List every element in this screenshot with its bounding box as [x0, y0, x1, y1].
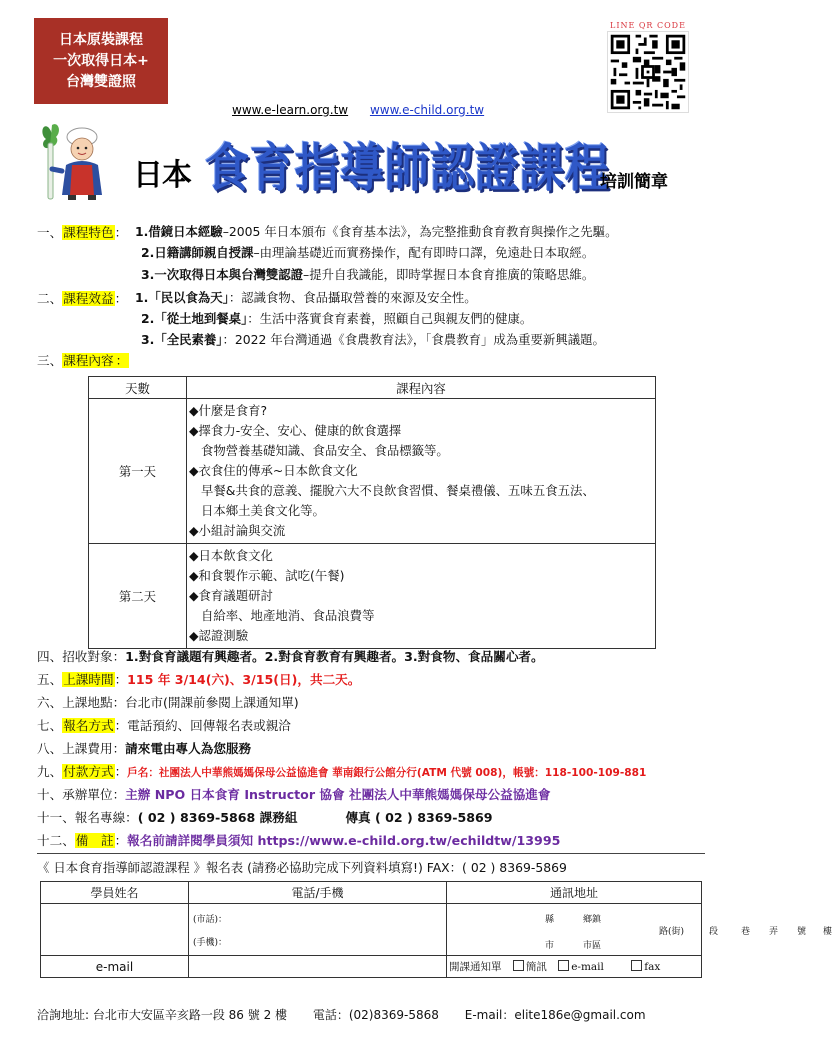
notify-fax-checkbox[interactable] — [631, 960, 642, 971]
info-organizer — [37, 784, 551, 803]
addr-floor: 樓 — [823, 927, 832, 937]
registration-form-table — [40, 881, 832, 978]
addr-lane: 巷 — [741, 927, 751, 937]
day-cell: 第一天 — [89, 399, 187, 544]
site-link-echild[interactable]: www.e-child.org.tw — [369, 103, 485, 117]
benefit-text: ：2022 年台灣通過《食農教育法》，「食農教育」成為重要新興議題。 — [222, 332, 605, 347]
promo-badge — [34, 18, 168, 104]
section-label: 課程內容 — [63, 353, 114, 368]
addr-township: 鄉鎮 — [583, 915, 602, 925]
info-number: 十一、 — [37, 810, 75, 825]
form-input-row — [41, 904, 702, 956]
content-line: ◆和食製作示範、試吃(午餐) — [189, 568, 345, 583]
section-label: 課程效益 — [63, 291, 114, 306]
footer-email: E-mail：elite186e@gmail.com — [464, 1008, 646, 1022]
day-cell: 第二天 — [89, 544, 187, 649]
info-text[interactable]: 報名前請詳閱學員須知 https://www.e-child.org.tw/echildtw/13995 — [127, 833, 561, 848]
feature-text: –提升自我識能，即時掌握日本食育推廣的策略思維。 — [303, 267, 595, 282]
qr-label: LINE QR CODE — [610, 21, 686, 30]
content-line: ◆日本飲食文化 — [189, 548, 273, 563]
benefit-text: ：生活中落實食育素養，照顧自己與親友們的健康。 — [247, 311, 533, 326]
info-colon: ： — [112, 741, 126, 756]
footer-address: 洽詢地址: 台北市大安區辛亥路一段 86 號 2 樓 — [37, 1008, 288, 1022]
badge-line: 一次取得日本+ — [53, 53, 149, 69]
info-colon: ： — [114, 833, 128, 848]
name-field[interactable] — [41, 904, 189, 956]
addr-section: 段 — [709, 927, 719, 937]
content-line: 日本鄉土美食文化等。 — [201, 503, 325, 518]
page-title: 食育指導師認證課程 — [205, 138, 610, 200]
info-target — [37, 646, 544, 665]
info-text: 電話預約、回傳報名表或親洽 — [127, 718, 291, 733]
info-fax: 傳真 ( 02 ) 8369-5869 — [345, 810, 493, 825]
table-row — [89, 399, 656, 544]
info-payment — [37, 761, 646, 780]
header-content: 課程內容 — [187, 377, 656, 399]
feature-text: –2005 年日本頒布《食育基本法》，為完整推動食育教育與操作之先驅。 — [222, 224, 618, 239]
info-location — [37, 692, 299, 711]
chef-mascot-icon — [38, 121, 116, 201]
info-number: 五、 — [37, 672, 63, 687]
info-label: 上課費用 — [62, 741, 113, 756]
phone-home-label: (市話)： — [193, 914, 228, 925]
addr-road: 路(街) — [659, 927, 685, 937]
info-label: 招收對象 — [62, 649, 113, 664]
table-header-row — [89, 377, 656, 399]
notify-email-checkbox[interactable] — [558, 960, 569, 971]
benefit-item — [141, 330, 605, 348]
notify-sms-checkbox[interactable] — [513, 960, 524, 971]
info-colon: ： — [112, 649, 126, 664]
info-label: 承辦單位 — [62, 787, 113, 802]
form-header-row — [41, 882, 702, 904]
content-line: ◆什麼是食育? — [189, 403, 268, 418]
benefit-text: ：認識食物、食品攝取營養的來源及安全性。 — [228, 290, 477, 305]
info-label: 報名專線 — [74, 810, 126, 825]
section-label: 課程特色 — [63, 225, 114, 240]
footer-phone: 電話：(02)8369-5868 — [312, 1008, 439, 1022]
email-field[interactable] — [189, 956, 447, 978]
info-hotline — [37, 807, 493, 826]
benefit-item — [141, 309, 532, 327]
info-fee — [37, 738, 251, 757]
feature-bold: 2.日籍講師親自授課 — [141, 245, 254, 260]
content-cell — [187, 544, 656, 649]
section-number: 二、 — [37, 291, 63, 306]
info-text: 戶名：社團法人中華熊媽媽保母公益協進會 華南銀行公館分行(ATM 代號 008)，帳號：118-100-109-881 — [127, 767, 647, 779]
notify-fax-label: fax — [644, 961, 661, 973]
section-benefits — [37, 288, 127, 307]
addr-number: 號 — [797, 927, 807, 937]
content-line: ◆擇食力-安全、安心、健康的飲食選擇 — [189, 423, 402, 438]
header-days: 天數 — [89, 377, 187, 399]
feature-bold: 3.一次取得日本與台灣雙認證 — [141, 267, 304, 282]
info-colon: ： — [112, 695, 126, 710]
info-number: 十、 — [37, 787, 63, 802]
section-colon: ： — [114, 291, 128, 306]
content-line: ◆認證測驗 — [189, 628, 249, 643]
info-label: 上課地點 — [62, 695, 113, 710]
benefit-bold: 1.「民以食為天」 — [135, 290, 229, 305]
badge-line: 日本原裝課程 — [59, 32, 143, 48]
feature-text: –由理論基礎近而實務操作，配有即時口譯，免遠赴日本取經。 — [253, 245, 595, 260]
info-text: ( 02 ) 8369-5868 課務組 — [137, 810, 298, 825]
info-notes — [37, 830, 560, 849]
info-text: 1.對食育議題有興趣者。2.對食育教育有興趣者。3.對食物、食品關心者。 — [125, 649, 544, 664]
info-label: 備 註 — [75, 833, 114, 848]
info-colon: ： — [114, 764, 128, 779]
section-content — [37, 350, 129, 369]
notify-label: 開課通知單 — [449, 961, 502, 973]
feature-item — [141, 265, 594, 283]
form-divider — [37, 853, 705, 854]
feature-item — [135, 222, 617, 240]
info-number: 四、 — [37, 649, 63, 664]
benefit-bold: 3.「全民素養」 — [141, 332, 223, 347]
info-colon: ： — [114, 718, 128, 733]
info-registration — [37, 715, 291, 734]
schedule-table — [88, 376, 656, 649]
form-email-row — [41, 956, 702, 978]
addr-county: 縣 — [545, 915, 555, 925]
notify-sms-label: 簡訊 — [525, 961, 547, 973]
info-time — [37, 669, 360, 688]
section-colon: ： — [114, 225, 128, 240]
website-links — [232, 103, 502, 117]
content-line: ◆小組討論與交流 — [189, 523, 286, 538]
info-number: 九、 — [37, 764, 63, 779]
email-label: e-mail — [41, 956, 189, 978]
title-prefix: 日本 — [133, 158, 191, 193]
content-line: 早餐&共食的意義、擺脫六大不良飲食習慣、餐桌禮儀、五味五食五法、 — [201, 483, 595, 498]
info-label: 上課時間 — [63, 672, 114, 687]
badge-line: 台灣雙證照 — [66, 74, 136, 90]
section-number: 一、 — [37, 225, 63, 240]
content-line: 自給率、地產地消、食品浪費等 — [201, 608, 375, 623]
form-header-name: 學員姓名 — [41, 882, 189, 904]
info-number: 十二、 — [37, 833, 75, 848]
phone-field[interactable] — [189, 904, 447, 956]
info-text: 台北市(開課前參閱上課通知單) — [125, 695, 299, 710]
form-header-phone: 電話/手機 — [189, 882, 447, 904]
table-row — [89, 544, 656, 649]
info-colon: ： — [125, 810, 138, 825]
feature-item — [141, 243, 594, 261]
feature-bold: 1.借鏡日本經驗 — [135, 224, 223, 239]
addr-alley: 弄 — [769, 927, 779, 937]
info-number: 八、 — [37, 741, 63, 756]
addr-city: 市 — [545, 941, 555, 951]
info-text: 請來電由專人為您服務 — [125, 741, 252, 756]
form-heading: 《 日本食育指導師認證課程 》報名表 (請務必協助完成下列資料填寫!) FAX：( 02 ) 8369-5869 — [37, 860, 567, 875]
content-line: 食物營養基礎知識、食品安全、食品標籤等。 — [201, 443, 449, 458]
info-text: 主辦 NPO 日本食育 Instructor 協會 社團法人中華熊媽媽保母公益協進會 — [125, 787, 551, 802]
info-text: 115 年 3/14(六)、3/15(日)，共二天。 — [127, 672, 361, 687]
phone-mobile-label: (手機)： — [193, 937, 228, 948]
content-line: ◆衣食住的傳承~日本飲食文化 — [189, 463, 358, 478]
notify-field — [447, 956, 702, 978]
info-label: 付款方式 — [63, 764, 114, 779]
line-qr-code-icon — [607, 31, 689, 113]
section-colon: ： — [115, 353, 129, 368]
section-number: 三、 — [37, 353, 63, 368]
benefit-item — [135, 288, 477, 306]
footer-contact — [37, 1006, 668, 1023]
benefit-bold: 2.「從土地到餐桌」 — [141, 311, 248, 326]
site-link-elearn[interactable]: www.e-learn.org.tw — [232, 103, 349, 117]
content-line: ◆食育議題研討 — [189, 588, 273, 603]
page-subtitle: 培訓簡章 — [600, 172, 668, 192]
form-header-address: 通訊地址 — [447, 882, 702, 904]
info-colon: ： — [114, 672, 128, 687]
info-colon: ： — [112, 787, 126, 802]
addr-district: 市區 — [583, 941, 602, 951]
content-cell — [187, 399, 656, 544]
info-number: 六、 — [37, 695, 63, 710]
info-label: 報名方式 — [63, 718, 114, 733]
address-field[interactable] — [447, 904, 832, 956]
info-number: 七、 — [37, 718, 63, 733]
section-features — [37, 222, 127, 241]
notify-email-label: e-mail — [571, 961, 604, 973]
